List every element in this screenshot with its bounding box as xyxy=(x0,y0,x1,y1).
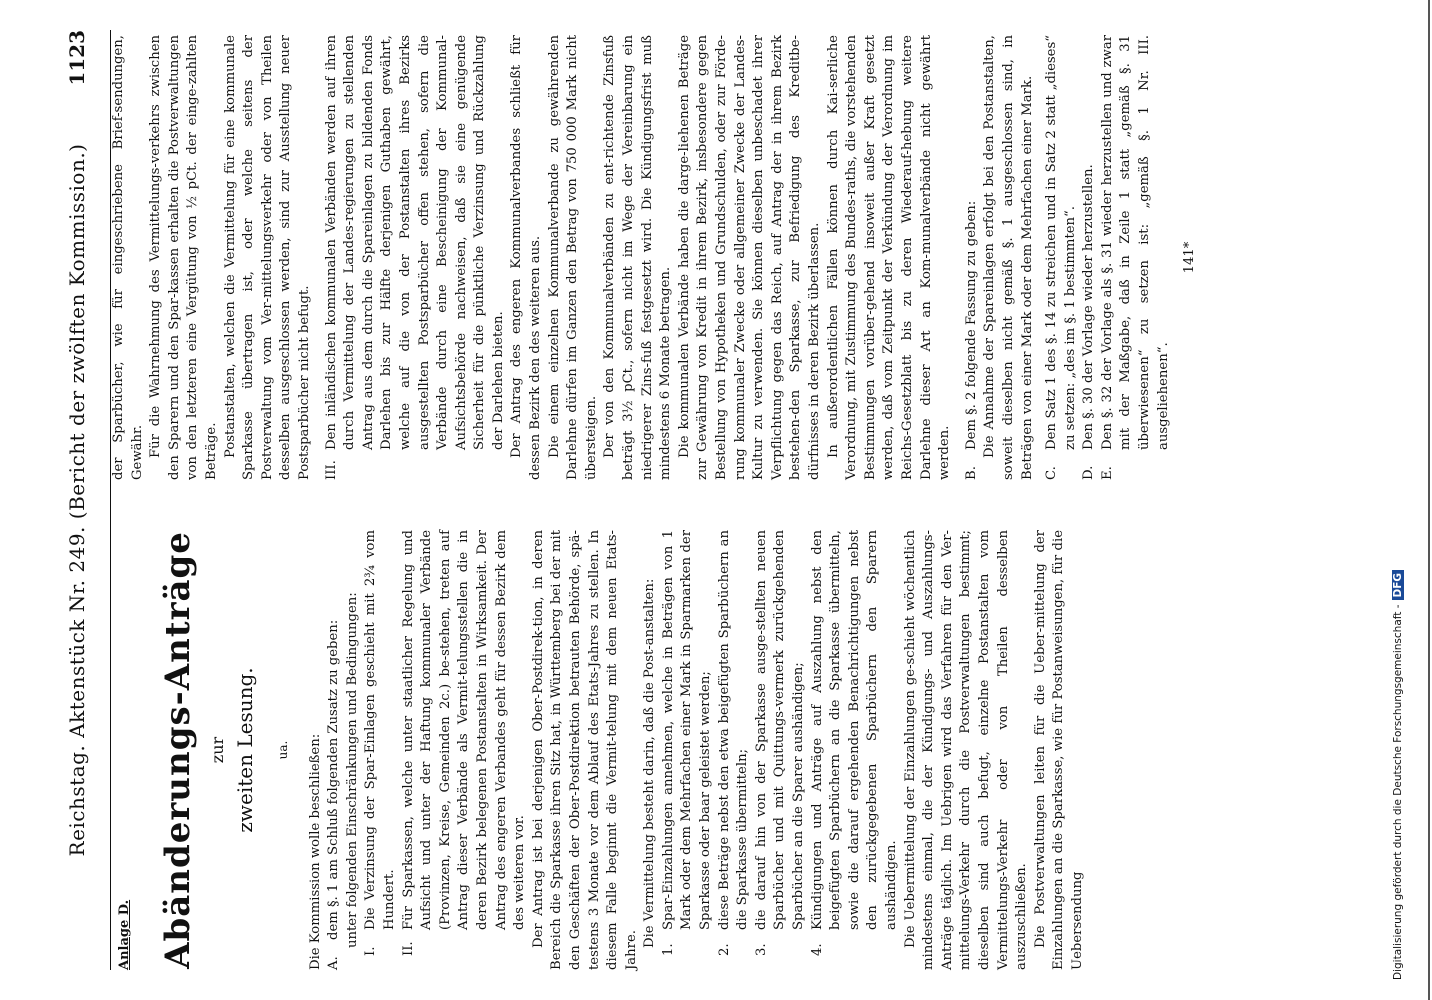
item-a-text: dem §. 1 am Schluß folgenden Zusatz zu geben: xyxy=(326,619,342,940)
list-item-label: 1. xyxy=(660,943,676,956)
page-number: 1123 xyxy=(65,30,89,86)
ua-label: ua. xyxy=(276,740,290,760)
heading-zur: zur xyxy=(208,736,227,764)
item-i xyxy=(362,530,399,970)
credit-text: Digitalisierung gefördert durch die Deutsche Forschungsgemeinschaft - xyxy=(1392,604,1404,980)
item-a xyxy=(325,530,344,970)
item-ii-label: II. xyxy=(400,941,416,956)
section-heading: Abänderungs-Anträge xyxy=(158,531,198,969)
paragraph: Postanstalten, welchen die Vermittelung für eine kommunale Sparkasse übertragen ist, oder welche seitens der Postverwaltung vom Ver-mittelungsverkehr oder von Theilen desselben ausgeschlossen werden, sind zur Ausstellung neuer Postsparbücher nicht befugt. xyxy=(222,35,312,480)
paragraph: Die Vermittelung besteht darin, daß die Post-anstalten: xyxy=(642,578,658,948)
paragraph: Die Uebermittelung der Einzahlungen ge-schieht wöchentlich mindestens einmal, die der Kündigungs- und Auszahlungs-Anträge täglich. Im Uebrigen wird das Verfahren für den Ver-mittelungs-Verkehr durch die Postverwaltungen bestimmt; dieselben sind auch befugt, einzelne Postanstalten vom Vermittelungs-Verkehr oder von Theilen desselben auszuschließen. xyxy=(902,530,1030,970)
paragraph: Für die Wahrnehmung des Vermittelungs-verkehrs zwischen den Sparern und den Spar-kassen erhalten die Postverwaltungen von den letzteren eine Vergütung von ½ pCt. der einge-zahlten Beträge. xyxy=(148,35,219,480)
item-i-text: Die Verzinsung der Spar-Einlagen geschieht mit 2¾ vom Hundert. xyxy=(363,530,397,930)
page-edge-line xyxy=(1428,0,1430,1000)
item-c-text: Den Satz 1 des §. 14 zu streichen und in Satz 2 statt „dieses“ zu setzen: „des im §. 1 bestimmten“. xyxy=(1044,35,1078,450)
paragraph: Der Antrag des engeren Kommunalverbandes schließt für dessen Bezirk den des weiteren aus. xyxy=(509,35,544,480)
paragraph: Die einem einzelnen Kommunalverbande zu gewährenden Darlehne dürfen im Ganzen den Betrag von 750 000 Mark nicht übersteigen. xyxy=(546,35,599,480)
page-header xyxy=(50,30,111,970)
list-item-3 xyxy=(753,530,809,970)
list-item-text: Spar-Einzahlungen annehmen, welche in Beträgen von 1 Mark oder dem Mehrfachen einer Mark in Sparmarken der Sparkasse oder baar geleistet werden; xyxy=(660,530,714,930)
intro-text: Die Kommission wolle beschließen: xyxy=(307,733,323,970)
item-a-sub: unter folgenden Einschränkungen und Bedingungen: xyxy=(344,592,360,948)
paragraph: Die kommunalen Verbände haben die darge-liehenen Beträge zur Gewährung von Kredit in ihrem Bezirk, insbesondere gegen Bestellung von Hypotheken und Grundschulden, oder zur Förde-rung kommunaler Zwecke oder allgemeiner Zwecke der Landes-Kultur zu verwenden. Sie können dieselben unbeschadet ihrer Verpflichtung gegen das Reich, auf Antrag der in ihrem Bezirk bestehen-den Sparkasse, zur Befriedigung des Kreditbe-dürfnisses in deren Bezirk überlassen. xyxy=(676,35,822,480)
list-item-label: 2. xyxy=(716,943,732,956)
list-item-text: diese Beträge nebst den etwa beigefügten Sparbüchern an die Sparkasse übermitteln; xyxy=(716,530,751,930)
list-item-2 xyxy=(716,530,753,970)
heading-zweiten-lesung: zweiten Lesung. xyxy=(233,667,257,833)
paragraph: Die Annahme der Spareinlagen erfolgt bei den Postanstalten, soweit dieselben nicht gemäß §. 1 ausgeschlossen sind, in Beträgen von einer Mark oder dem Mehrfachen einer Mark. xyxy=(982,35,1035,480)
list-item-label: 4. xyxy=(809,943,825,956)
list-item-text: Kündigungen und Anträge auf Auszahlung nebst den beigefügten Sparbüchern an die Sparkasse übermitteln, sowie die darauf ergehenden Benachrichtigungen nebst den zurückgegebenen Sparbüchern den Sparern aushändigen. xyxy=(809,530,899,930)
list-item-1 xyxy=(660,530,716,970)
item-i-label: I. xyxy=(363,946,379,956)
item-e xyxy=(1099,35,1173,480)
item-c xyxy=(1043,35,1080,480)
sheet-number: 141* xyxy=(1182,241,1198,274)
item-iii-text: Den inländischen kommunalen Verbänden werden auf ihren durch Vermittelung der Landes-regierungen zu stellenden Antrag aus dem durch die Spareinlagen zu bildenden Fonds Darlehen bis zur Hälfte derjenigen Guthaben gewährt, welche auf die von der Postanstalten ihres Bezirks ausgestellten Postsparbücher offen stehen, sofern die Verbände durch eine Bescheinigung der Kommunal-Aufsichtsbehörde nachweisen, daß sie eine genügende Sicherheit für die pünktliche Verzinsung und Rückzahlung der Darlehen bieten. xyxy=(323,35,506,450)
item-b xyxy=(963,35,982,480)
digitization-credit xyxy=(1392,20,1404,980)
item-ii xyxy=(400,530,530,970)
item-c-label: C. xyxy=(1044,466,1060,480)
header-title: Reichstag. Aktenstück Nr. 249. (Bericht der zwölften Kommission.) xyxy=(65,143,89,857)
item-d-label: D. xyxy=(1081,465,1097,480)
right-column xyxy=(110,35,1200,480)
item-b-text: Dem §. 2 folgende Fassung zu geben: xyxy=(963,200,979,450)
list-item-4 xyxy=(809,530,902,970)
item-ii-text: Für Sparkassen, welche unter staatlicher Regelung und Aufsicht und unter der Haftung kommunaler Verbände (Provinzen, Kreise, Gemeinden 2c.) be-stehen, treten auf Antrag dieser Verbände als Vermit-telungsstellen die in deren Bezirk belegenen Postanstalten in Wirksamkeit. Der Antrag des engeren Verbandes geht für dessen Bezirk dem des weiteren vor. xyxy=(400,530,528,930)
item-e-text: Den §. 32 der Vorlage als §. 31 wieder herzustellen und zwar mit der Maßgabe, daß in Zeile 1 statt „gemäß §. 31 überwiesenen“ zu setzen ist: „gemäß §. 1 Nr. III. ausgeliehenen“. xyxy=(1099,35,1171,450)
item-a-label: A. xyxy=(326,956,342,970)
item-d xyxy=(1080,35,1099,480)
paragraph: der Sparbücher, wie für eingeschriebene Brief-sendungen, Gewähr. xyxy=(111,35,145,480)
item-iii-label: III. xyxy=(323,460,339,480)
dfg-logo: DFG xyxy=(1392,570,1404,601)
item-d-text: Den §. 30 der Vorlage wieder herzustellen. xyxy=(1081,164,1097,450)
left-column xyxy=(138,530,1088,970)
anlage-label: Anlage D. xyxy=(117,899,132,970)
list-item-text: die darauf hin von der Sparkasse ausge-stellten neuen Sparbücher und mit Quittungs-vermerk zurückgehenden Sparbücher an die Sparer aushändigen; xyxy=(753,530,807,930)
list-item-label: 3. xyxy=(753,943,769,956)
item-b-label: B. xyxy=(963,466,979,480)
paragraph: In außerordentlichen Fällen können durch Kai-serliche Verordnung, mit Zustimmung des Bundes-raths, die vorstehenden Bestimmungen vorüber-gehend insoweit außer Kraft gesetzt werden, daß vom Zeitpunkt der Verkündung der Verordnung im Reichs-Gesetzblatt bis zu deren Wiederauf-hebung weitere Darlehne dieser Art an Kom-munalverbände nicht gewährt werden. xyxy=(825,35,953,480)
item-iii xyxy=(323,35,509,480)
document-page xyxy=(50,0,1380,1000)
paragraph: Der Antrag ist bei derjenigen Ober-Postdirek-tion, in deren Bereich die Sparkasse ihren Sitz hat, in Württemberg bei der mit den Geschäften der Ober-Postdirektion betrauten Behörde, spä-testens 3 Monate vor dem Ablauf des Etats-Jahres zu stellen. In diesem Falle beginnt die Vermit-telung mit dem neuen Etats-Jahre. xyxy=(530,530,639,970)
item-e-label: E. xyxy=(1099,466,1115,480)
paragraph: Die Postverwaltungen leiten für die Ueber-mittelung der Einzahlungen an die Sparkasse, wie für Postanweisungen, für die Uebersendung xyxy=(1032,530,1085,970)
paragraph: Der von den Kommunalverbänden zu ent-richtende Zinsfuß beträgt 3½ pCt., sofern nicht im Wege der Vereinbarung ein niedrigerer Zins-fuß festgesetzt wird. Die Kündigungsfrist muß mindestens 6 Monate betragen. xyxy=(602,35,674,480)
